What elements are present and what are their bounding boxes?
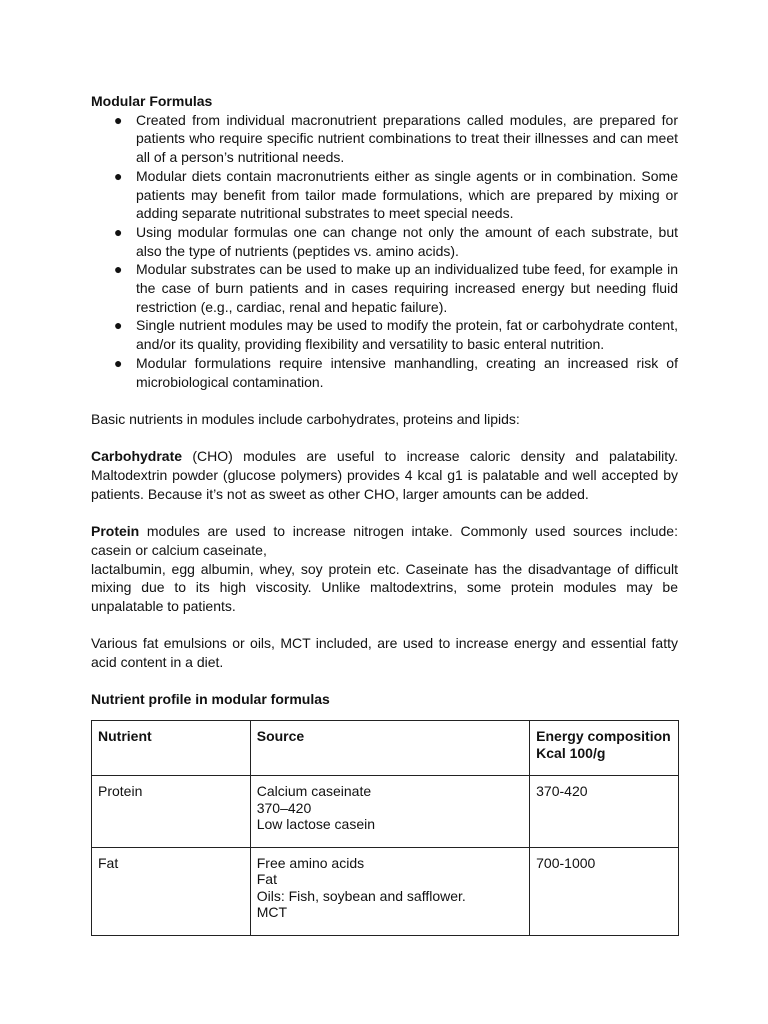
protein-text: modules are used to increase nitrogen intake. Commonly used sources include: casein or calcium caseinate, [91, 523, 678, 558]
nutrient-table [91, 720, 679, 936]
list-item [91, 111, 678, 167]
carbohydrate-text: (CHO) modules are useful to increase caloric density and palatability. Maltodextrin powder (glucose polymers) provides 4 kcal g1 is palatable and well accepted by patients. Because it’s not as sweet as other CHO, larger amounts can be added. [91, 448, 678, 502]
cell-energy: 700-1000 [530, 847, 679, 935]
bullet-icon: ● [114, 261, 123, 278]
header-source: Source [250, 721, 529, 776]
fat-paragraph: Various fat emulsions or oils, MCT included, are used to increase energy and essential fatty acid content in a diet. [91, 635, 678, 671]
protein-paragraph-continued: lactalbumin, egg albumin, whey, soy protein etc. Caseinate has the disadvantage of difficult mixing due to its high viscosity. Unlike maltodextrins, some protein modules may be unpalatable to patients. [91, 560, 678, 614]
table-header-row [92, 721, 679, 776]
table-row [92, 847, 679, 935]
list-item [91, 223, 678, 260]
bullet-icon: ● [114, 354, 123, 371]
carbohydrate-term: Carbohydrate [91, 448, 183, 465]
basic-nutrients-text: Basic nutrients in modules include carbohydrates, proteins and lipids: [91, 410, 520, 427]
protein-term: Protein [91, 523, 140, 540]
bullet-list [91, 111, 678, 392]
list-item [91, 354, 678, 391]
carbohydrate-paragraph [91, 447, 678, 503]
cell-nutrient: Fat [92, 847, 251, 935]
header-nutrient: Nutrient [92, 721, 251, 776]
document-page [91, 92, 678, 936]
protein-paragraph [91, 522, 678, 559]
bullet-text: Created from individual macronutrient preparations called modules, are prepared for patients who require specific nutrient combinations to treat their illnesses and can meet all of a person’s nutritional needs. [136, 111, 678, 166]
cell-energy: 370-420 [530, 776, 679, 848]
section-title: Modular Formulas [91, 93, 213, 109]
table-title: Nutrient profile in modular formulas [91, 691, 330, 708]
table-row [92, 776, 679, 848]
bullet-text: Modular diets contain macronutrients either as single agents or in combination. Some patients may benefit from tailor made formulations, which are prepared by mixing or adding separate nutritional substrates to meet special needs. [136, 167, 678, 222]
cell-source: Free amino acids Fat Oils: Fish, soybean and safflower. MCT [250, 847, 529, 935]
bullet-text: Modular substrates can be used to make up an individualized tube feed, for example in the case of burn patients and in cases requiring increased energy but needing fluid restriction (e.g., cardiac, renal and hepatic failure). [136, 261, 678, 315]
bullet-text: Modular formulations require intensive manhandling, creating an increased risk of microbiological contamination. [136, 354, 678, 390]
bullet-text: Using modular formulas one can change not only the amount of each substrate, but also the type of nutrients (peptides vs. amino acids). [136, 223, 678, 259]
list-item [91, 316, 678, 353]
bullet-icon: ● [114, 223, 123, 240]
cell-source: Calcium caseinate 370–420 Low lactose casein [250, 776, 529, 848]
list-item [91, 167, 678, 223]
bullet-icon: ● [114, 317, 123, 334]
list-item [91, 260, 678, 316]
bullet-icon: ● [114, 167, 123, 184]
bullet-icon: ● [114, 111, 123, 128]
cell-nutrient: Protein [92, 776, 251, 848]
header-energy: Energy composition Kcal 100/g [530, 721, 679, 776]
bullet-text: Single nutrient modules may be used to modify the protein, fat or carbohydrate content, and/or its quality, providing flexibility and versatility to basic enteral nutrition. [136, 317, 678, 353]
